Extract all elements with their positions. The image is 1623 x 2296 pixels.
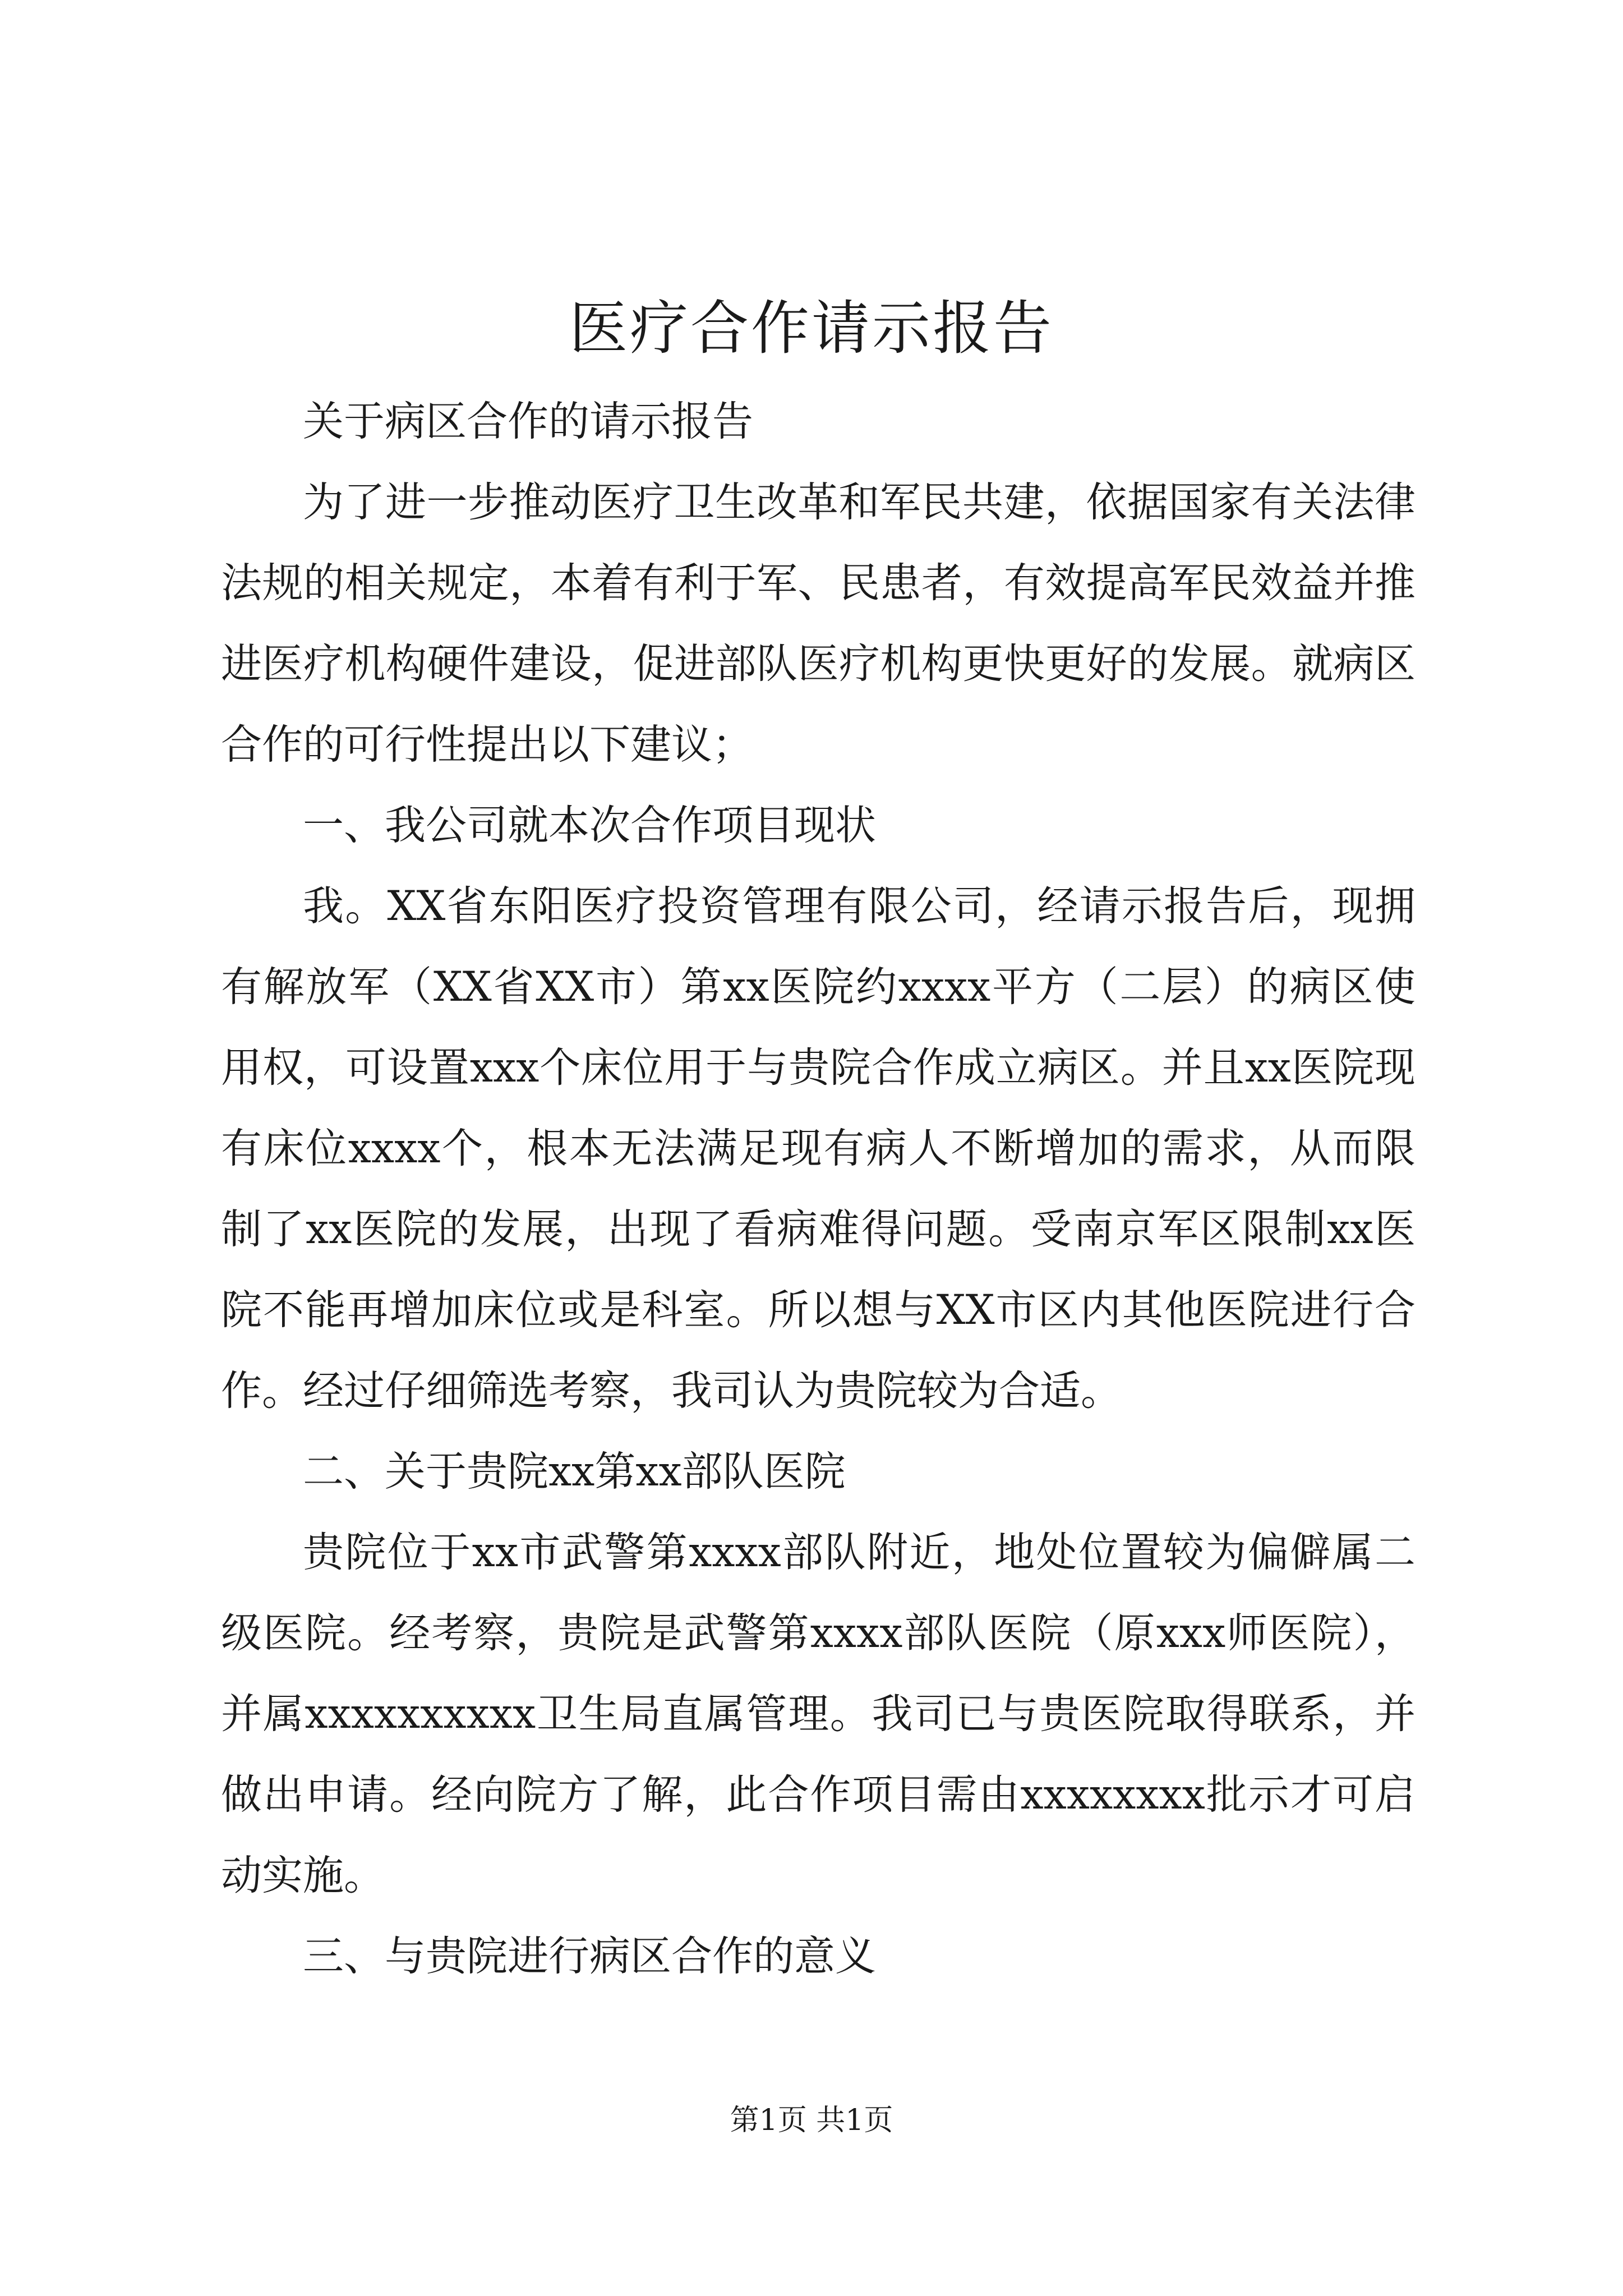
- section-heading-1: 一、我公司就本次合作项目现状: [303, 802, 876, 849]
- section-heading-2: 二、关于贵院xx第xx部队医院: [303, 1448, 846, 1496]
- document-body: [221, 381, 1415, 1997]
- page-footer: 第1页 共1页: [730, 2104, 893, 2137]
- subtitle-paragraph: 关于病区合作的请示报告: [303, 398, 753, 445]
- section-2-paragraph: 贵院位于xx市武警第xxxx部队附近，地处位置较为偏僻属二级医院。经考察，贵院是武警第xxxx部队医院（原xxx师医院），并属xxxxxxxxxx卫生局直属管理。我司已与贵医院取得联系，并做出申请。经向院方了解，此合作项目需由xxxxxxxx批示才可启动实施。: [221, 1529, 1415, 1899]
- document-title: 医疗合作请示报告: [569, 294, 1054, 362]
- section-1-paragraph: 我。XX省东阳医疗投资管理有限公司，经请示报告后，现拥有解放军（XX省XX市）第xx医院约xxxx平方（二层）的病区使用权，可设置xxx个床位用于与贵院合作成立病区。并且xx医院现有床位xxxx个，根本无法满足现有病人不断增加的需求，从而限制了xx医院的发展，出现了看病难得问题。受南京军区限制xx医院不能再增加床位或是科室。所以想与XX市区内其他医院进行合作。经过仔细筛选考察，我司认为贵院较为合适。: [221, 882, 1415, 1415]
- section-heading-3: 三、与贵院进行病区合作的意义: [303, 1932, 876, 1980]
- intro-paragraph: 为了进一步推动医疗卫生改革和军民共建，依据国家有关法律法规的相关规定，本着有利于军、民患者，有效提高军民效益并推进医疗机构硬件建设，促进部队医疗机构更快更好的发展。就病区合作的可行性提出以下建议；: [221, 478, 1415, 769]
